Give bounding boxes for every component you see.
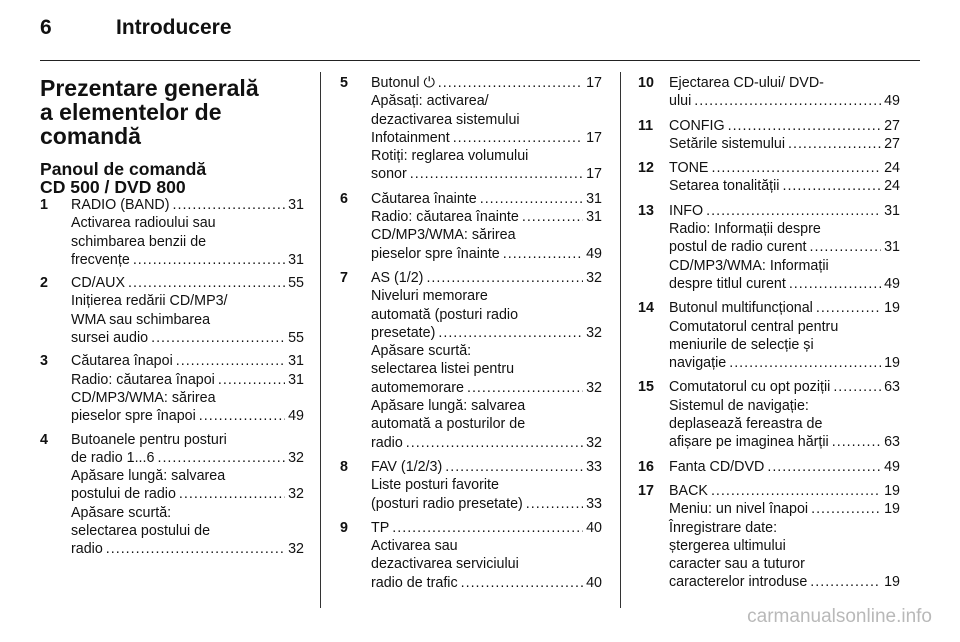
item-line	[371, 208, 602, 226]
item-number: 15	[638, 379, 654, 396]
item-line	[71, 407, 304, 425]
leader-dots	[767, 458, 881, 476]
item-line	[669, 433, 900, 451]
item-line	[669, 415, 900, 433]
leader-dots	[438, 74, 583, 92]
item-line	[669, 238, 900, 256]
item-text: CD/AUX	[71, 275, 126, 292]
item-text: Radio: Informații despre	[669, 221, 821, 238]
item-line	[669, 573, 900, 591]
item-text: CD/MP3/WMA: sărirea	[71, 389, 216, 406]
item-line	[71, 251, 304, 269]
control-item	[638, 159, 900, 196]
leader-dots	[157, 449, 285, 467]
leader-dots	[176, 352, 285, 370]
item-text: automată (posturi radio	[371, 306, 519, 323]
item-line	[371, 555, 602, 573]
item-line	[669, 336, 900, 354]
leader-dots	[438, 324, 583, 342]
item-text: Comutatorul central pentru	[669, 318, 839, 335]
leader-dots	[789, 275, 881, 293]
item-line	[371, 111, 602, 129]
control-item	[340, 458, 602, 513]
page-reference-link[interactable]: 19	[884, 574, 900, 591]
item-number: 6	[340, 190, 348, 207]
item-text: WMA sau schimbarea	[71, 311, 211, 328]
item-text: radio	[371, 434, 403, 451]
control-item	[40, 431, 304, 559]
header-rule	[40, 60, 920, 61]
page-number: 6	[40, 16, 52, 39]
page-reference-link[interactable]: 19	[884, 482, 900, 499]
page-reference-link[interactable]: 27	[884, 135, 900, 152]
column-divider-1	[320, 72, 321, 608]
page-reference-link[interactable]: 32	[586, 379, 602, 396]
item-text: Butonul multifuncțional	[669, 300, 813, 317]
item-line	[71, 233, 304, 251]
item-number: 7	[340, 269, 348, 286]
item-text: Butonul ⏻	[371, 75, 435, 91]
leader-dots	[480, 190, 583, 208]
item-line	[669, 354, 900, 372]
item-line	[71, 292, 304, 310]
item-line	[669, 519, 900, 537]
leader-dots	[392, 519, 583, 537]
item-line	[669, 220, 900, 238]
page-reference-link[interactable]: 31	[586, 209, 602, 226]
item-text: Meniu: un nivel înapoi	[669, 501, 809, 518]
leader-dots	[503, 245, 583, 263]
watermark: carmanualsonline.info	[747, 606, 932, 627]
control-item	[638, 202, 900, 293]
subsection-title-line: Panoul de comandă	[40, 159, 207, 179]
item-line	[371, 129, 602, 147]
item-line	[371, 360, 602, 378]
item-text: afișare pe imaginea hărții	[669, 434, 829, 451]
item-number: 14	[638, 300, 654, 317]
item-line	[669, 482, 900, 500]
page-reference-link[interactable]: 19	[884, 355, 900, 372]
item-text: radio de trafic	[371, 574, 458, 591]
item-number: 5	[340, 75, 348, 91]
item-text: Setările sistemului	[669, 135, 786, 152]
item-line	[371, 495, 602, 513]
item-line	[669, 159, 900, 177]
item-line	[371, 147, 602, 165]
item-text: Apăsare lungă: salvarea	[71, 468, 226, 485]
item-line	[371, 324, 602, 342]
column-divider-2	[620, 72, 621, 608]
item-text: Activarea radioului sau	[71, 215, 216, 232]
page-reference-link[interactable]: 32	[586, 269, 602, 286]
item-text: navigație	[669, 355, 727, 372]
item-number: 9	[340, 519, 348, 536]
page-reference-link[interactable]: 49	[884, 275, 900, 292]
leader-dots	[467, 379, 583, 397]
page-reference-link[interactable]: 31	[288, 353, 304, 370]
item-text: Radio: căutarea înapoi	[71, 371, 215, 388]
item-line	[371, 519, 602, 537]
item-text: FAV (1/2/3)	[371, 458, 443, 475]
item-line	[669, 458, 900, 476]
item-text: Infotainment	[371, 129, 450, 146]
item-line	[371, 476, 602, 494]
control-list	[638, 74, 900, 592]
item-line	[669, 500, 900, 518]
item-line	[371, 226, 602, 244]
leader-dots	[788, 135, 881, 153]
item-line	[669, 318, 900, 336]
item-number: 11	[638, 117, 654, 134]
item-text: (posturi radio presetate)	[371, 495, 523, 512]
item-line	[669, 299, 900, 317]
leader-dots	[410, 165, 583, 183]
page-reference-link[interactable]: 32	[288, 449, 304, 466]
item-line	[669, 135, 900, 153]
item-number: 12	[638, 160, 654, 177]
leader-dots	[218, 371, 285, 389]
item-number: 8	[340, 458, 348, 475]
item-line	[669, 555, 900, 573]
leader-dots	[729, 354, 881, 372]
item-text: Ejectarea CD-ului/ DVD-	[669, 75, 824, 91]
item-text: de radio 1...6	[71, 449, 155, 466]
leader-dots	[453, 129, 583, 147]
page-reference-link[interactable]: 27	[884, 117, 900, 134]
leader-dots	[526, 495, 583, 513]
item-line	[371, 92, 602, 110]
leader-dots	[106, 540, 285, 558]
item-line	[71, 214, 304, 232]
item-text: pieselor spre înapoi	[71, 408, 196, 425]
page-reference-link[interactable]: 55	[288, 330, 304, 347]
item-text: BACK	[669, 482, 708, 499]
item-text: Liste posturi favorite	[371, 477, 499, 494]
page-reference-link[interactable]: 31	[288, 251, 304, 268]
page-reference-link[interactable]: 31	[884, 202, 900, 219]
item-text: Căutarea înainte	[371, 190, 477, 207]
item-text: schimbarea benzii de	[71, 233, 207, 250]
item-number: 3	[40, 353, 48, 370]
page-reference-link[interactable]: 31	[884, 239, 900, 256]
item-line	[371, 269, 602, 287]
page-reference-link[interactable]: 40	[586, 574, 602, 591]
item-text: Apăsați: activarea/	[371, 93, 489, 110]
leader-dots	[522, 208, 583, 226]
leader-dots	[816, 299, 881, 317]
section-title-line: a elementelor de comandă	[40, 99, 222, 149]
column-3	[638, 74, 900, 598]
item-text: Apăsare scurtă:	[71, 504, 172, 521]
item-number: 13	[638, 202, 654, 219]
page-reference-link[interactable]: 17	[586, 166, 602, 183]
item-line	[71, 311, 304, 329]
page-reference-link[interactable]: 49	[586, 245, 602, 262]
item-line	[71, 389, 304, 407]
item-line	[371, 165, 602, 183]
item-number: 2	[40, 275, 48, 292]
item-text: caracterelor introduse	[669, 574, 808, 591]
item-line	[669, 257, 900, 275]
page-reference-link[interactable]: 19	[884, 501, 900, 518]
item-line	[371, 379, 602, 397]
control-item	[40, 352, 304, 425]
control-list	[40, 196, 304, 559]
leader-dots	[151, 329, 285, 347]
item-line	[71, 431, 304, 449]
control-item	[638, 117, 900, 154]
leader-dots	[711, 482, 881, 500]
page-reference-link[interactable]: 24	[884, 160, 900, 177]
control-item	[340, 190, 602, 263]
leader-dots	[832, 433, 881, 451]
item-text: TP	[371, 519, 390, 536]
item-line	[669, 92, 900, 110]
control-item	[638, 74, 900, 111]
item-text: Inițierea redării CD/MP3/	[71, 293, 228, 310]
item-text: CONFIG	[669, 117, 725, 134]
leader-dots	[810, 573, 881, 591]
control-item	[638, 378, 900, 451]
leader-dots	[694, 92, 881, 110]
item-text: meniurile de selecție și	[669, 336, 814, 353]
item-text: selectarea postului de	[71, 523, 211, 540]
control-item	[340, 74, 602, 184]
item-text: Apăsare lungă: salvarea	[371, 398, 526, 415]
item-line	[669, 397, 900, 415]
item-line	[669, 74, 900, 92]
item-text: Fanta CD/DVD	[669, 458, 765, 475]
item-text: caracter sau a tuturor	[669, 556, 805, 573]
item-line	[669, 275, 900, 293]
item-line	[371, 190, 602, 208]
leader-dots	[128, 274, 285, 292]
leader-dots	[445, 458, 583, 476]
item-line	[71, 274, 304, 292]
item-text: deplasează fereastra de	[669, 416, 823, 433]
item-text: Radio: căutarea înainte	[371, 209, 519, 226]
leader-dots	[426, 269, 583, 287]
subsection-title-line: CD 500 / DVD 800	[40, 177, 186, 197]
item-number: 1	[40, 197, 48, 213]
control-item	[638, 482, 900, 592]
leader-dots	[811, 500, 881, 518]
page-reference-link[interactable]: 17	[586, 129, 602, 146]
item-text: postul de radio curent	[669, 239, 807, 256]
item-line	[371, 574, 602, 592]
page-reference-link[interactable]: 32	[288, 486, 304, 503]
item-text: Butoanele pentru posturi	[71, 431, 227, 448]
item-text: Rotiți: reglarea volumului	[371, 148, 529, 165]
item-text: Sistemul de navigație:	[669, 397, 809, 414]
item-text: RADIO (BAND)	[71, 197, 170, 213]
page-reference-link[interactable]: 55	[288, 275, 304, 292]
control-item	[40, 196, 304, 269]
item-line	[669, 202, 900, 220]
page-reference-link[interactable]: 17	[586, 75, 602, 91]
item-text: Setarea tonalității	[669, 178, 780, 195]
item-text: selectarea listei pentru	[371, 361, 515, 378]
item-line	[371, 245, 602, 263]
leader-dots	[199, 407, 285, 425]
page-reference-link[interactable]: 31	[586, 190, 602, 207]
item-text: Activarea sau	[371, 538, 458, 555]
item-line	[71, 467, 304, 485]
leader-dots	[711, 159, 881, 177]
item-text: dezactivarea sistemului	[371, 111, 520, 128]
page-reference-link[interactable]: 32	[288, 541, 304, 558]
page-reference-link[interactable]: 63	[884, 379, 900, 396]
page-reference-link[interactable]: 31	[288, 371, 304, 388]
control-item	[340, 519, 602, 592]
item-text: dezactivarea serviciului	[371, 556, 519, 573]
page-reference-link[interactable]: 63	[884, 434, 900, 451]
page-reference-link[interactable]: 33	[586, 458, 602, 475]
column-2	[340, 74, 602, 598]
item-line	[371, 287, 602, 305]
item-number: 16	[638, 458, 654, 475]
leader-dots	[810, 238, 882, 256]
item-line	[371, 397, 602, 415]
page-reference-link[interactable]: 40	[586, 519, 602, 536]
leader-dots	[706, 202, 881, 220]
column-1	[40, 74, 304, 564]
item-line	[371, 537, 602, 555]
item-text: INFO	[669, 202, 704, 219]
item-number: 17	[638, 482, 654, 499]
item-line	[71, 352, 304, 370]
section-title	[40, 76, 304, 148]
item-text: TONE	[669, 160, 709, 177]
item-text: presetate)	[371, 324, 436, 341]
item-line	[669, 378, 900, 396]
page-reference-link[interactable]: 31	[288, 197, 304, 213]
item-line	[371, 415, 602, 433]
item-text: sonor	[371, 166, 407, 183]
item-text: AS (1/2)	[371, 269, 424, 286]
page-reference-link[interactable]: 32	[586, 324, 602, 341]
page-reference-link[interactable]: 19	[884, 300, 900, 317]
item-line	[71, 504, 304, 522]
item-text: automemorare	[371, 379, 464, 396]
item-text: ului	[669, 93, 692, 110]
item-line	[371, 458, 602, 476]
item-number: 4	[40, 431, 48, 448]
item-text: Apăsare scurtă:	[371, 343, 472, 360]
item-line	[371, 342, 602, 360]
control-item	[40, 274, 304, 347]
item-text: despre titlul curent	[669, 275, 786, 292]
subsection-title	[40, 160, 304, 196]
leader-dots	[179, 485, 285, 503]
leader-dots	[173, 196, 286, 214]
item-text: Căutarea înapoi	[71, 353, 173, 370]
item-line	[371, 306, 602, 324]
item-line	[71, 329, 304, 347]
item-line	[669, 177, 900, 195]
leader-dots	[782, 177, 881, 195]
item-line	[71, 371, 304, 389]
item-text: radio	[71, 541, 103, 558]
item-text: sursei audio	[71, 330, 149, 347]
control-item	[638, 299, 900, 372]
page-reference-link[interactable]: 49	[884, 458, 900, 475]
page-reference-link[interactable]: 49	[288, 408, 304, 425]
item-text: Înregistrare date:	[669, 519, 778, 536]
leader-dots	[833, 378, 881, 396]
item-text: CD/MP3/WMA: Informații	[669, 257, 829, 274]
item-text: automată a posturilor de	[371, 416, 526, 433]
item-line	[669, 537, 900, 555]
item-line	[371, 434, 602, 452]
item-line	[669, 117, 900, 135]
item-text: frecvențe	[71, 251, 130, 268]
item-line	[371, 74, 602, 92]
item-line	[71, 522, 304, 540]
control-list	[340, 74, 602, 592]
leader-dots	[406, 434, 583, 452]
item-text: ștergerea ultimului	[669, 537, 786, 554]
leader-dots	[133, 251, 285, 269]
chapter-title: Introducere	[116, 16, 232, 39]
item-text: postului de radio	[71, 486, 176, 503]
leader-dots	[461, 574, 583, 592]
item-text: pieselor spre înainte	[371, 245, 500, 262]
item-number: 10	[638, 75, 654, 91]
item-text: CD/MP3/WMA: sărirea	[371, 227, 516, 244]
item-line	[71, 485, 304, 503]
item-text: Niveluri memorare	[371, 288, 488, 305]
section-title-line: Prezentare generală	[40, 75, 259, 101]
page-reference-link[interactable]: 32	[586, 434, 602, 451]
item-text: Comutatorul cu opt poziții	[669, 379, 831, 396]
page-reference-link[interactable]: 33	[586, 495, 602, 512]
control-item	[638, 458, 900, 476]
page-reference-link[interactable]: 24	[884, 178, 900, 195]
page-reference-link[interactable]: 49	[884, 93, 900, 110]
item-line	[71, 196, 304, 214]
control-item	[340, 269, 602, 452]
item-line	[71, 449, 304, 467]
leader-dots	[728, 117, 881, 135]
item-line	[71, 540, 304, 558]
